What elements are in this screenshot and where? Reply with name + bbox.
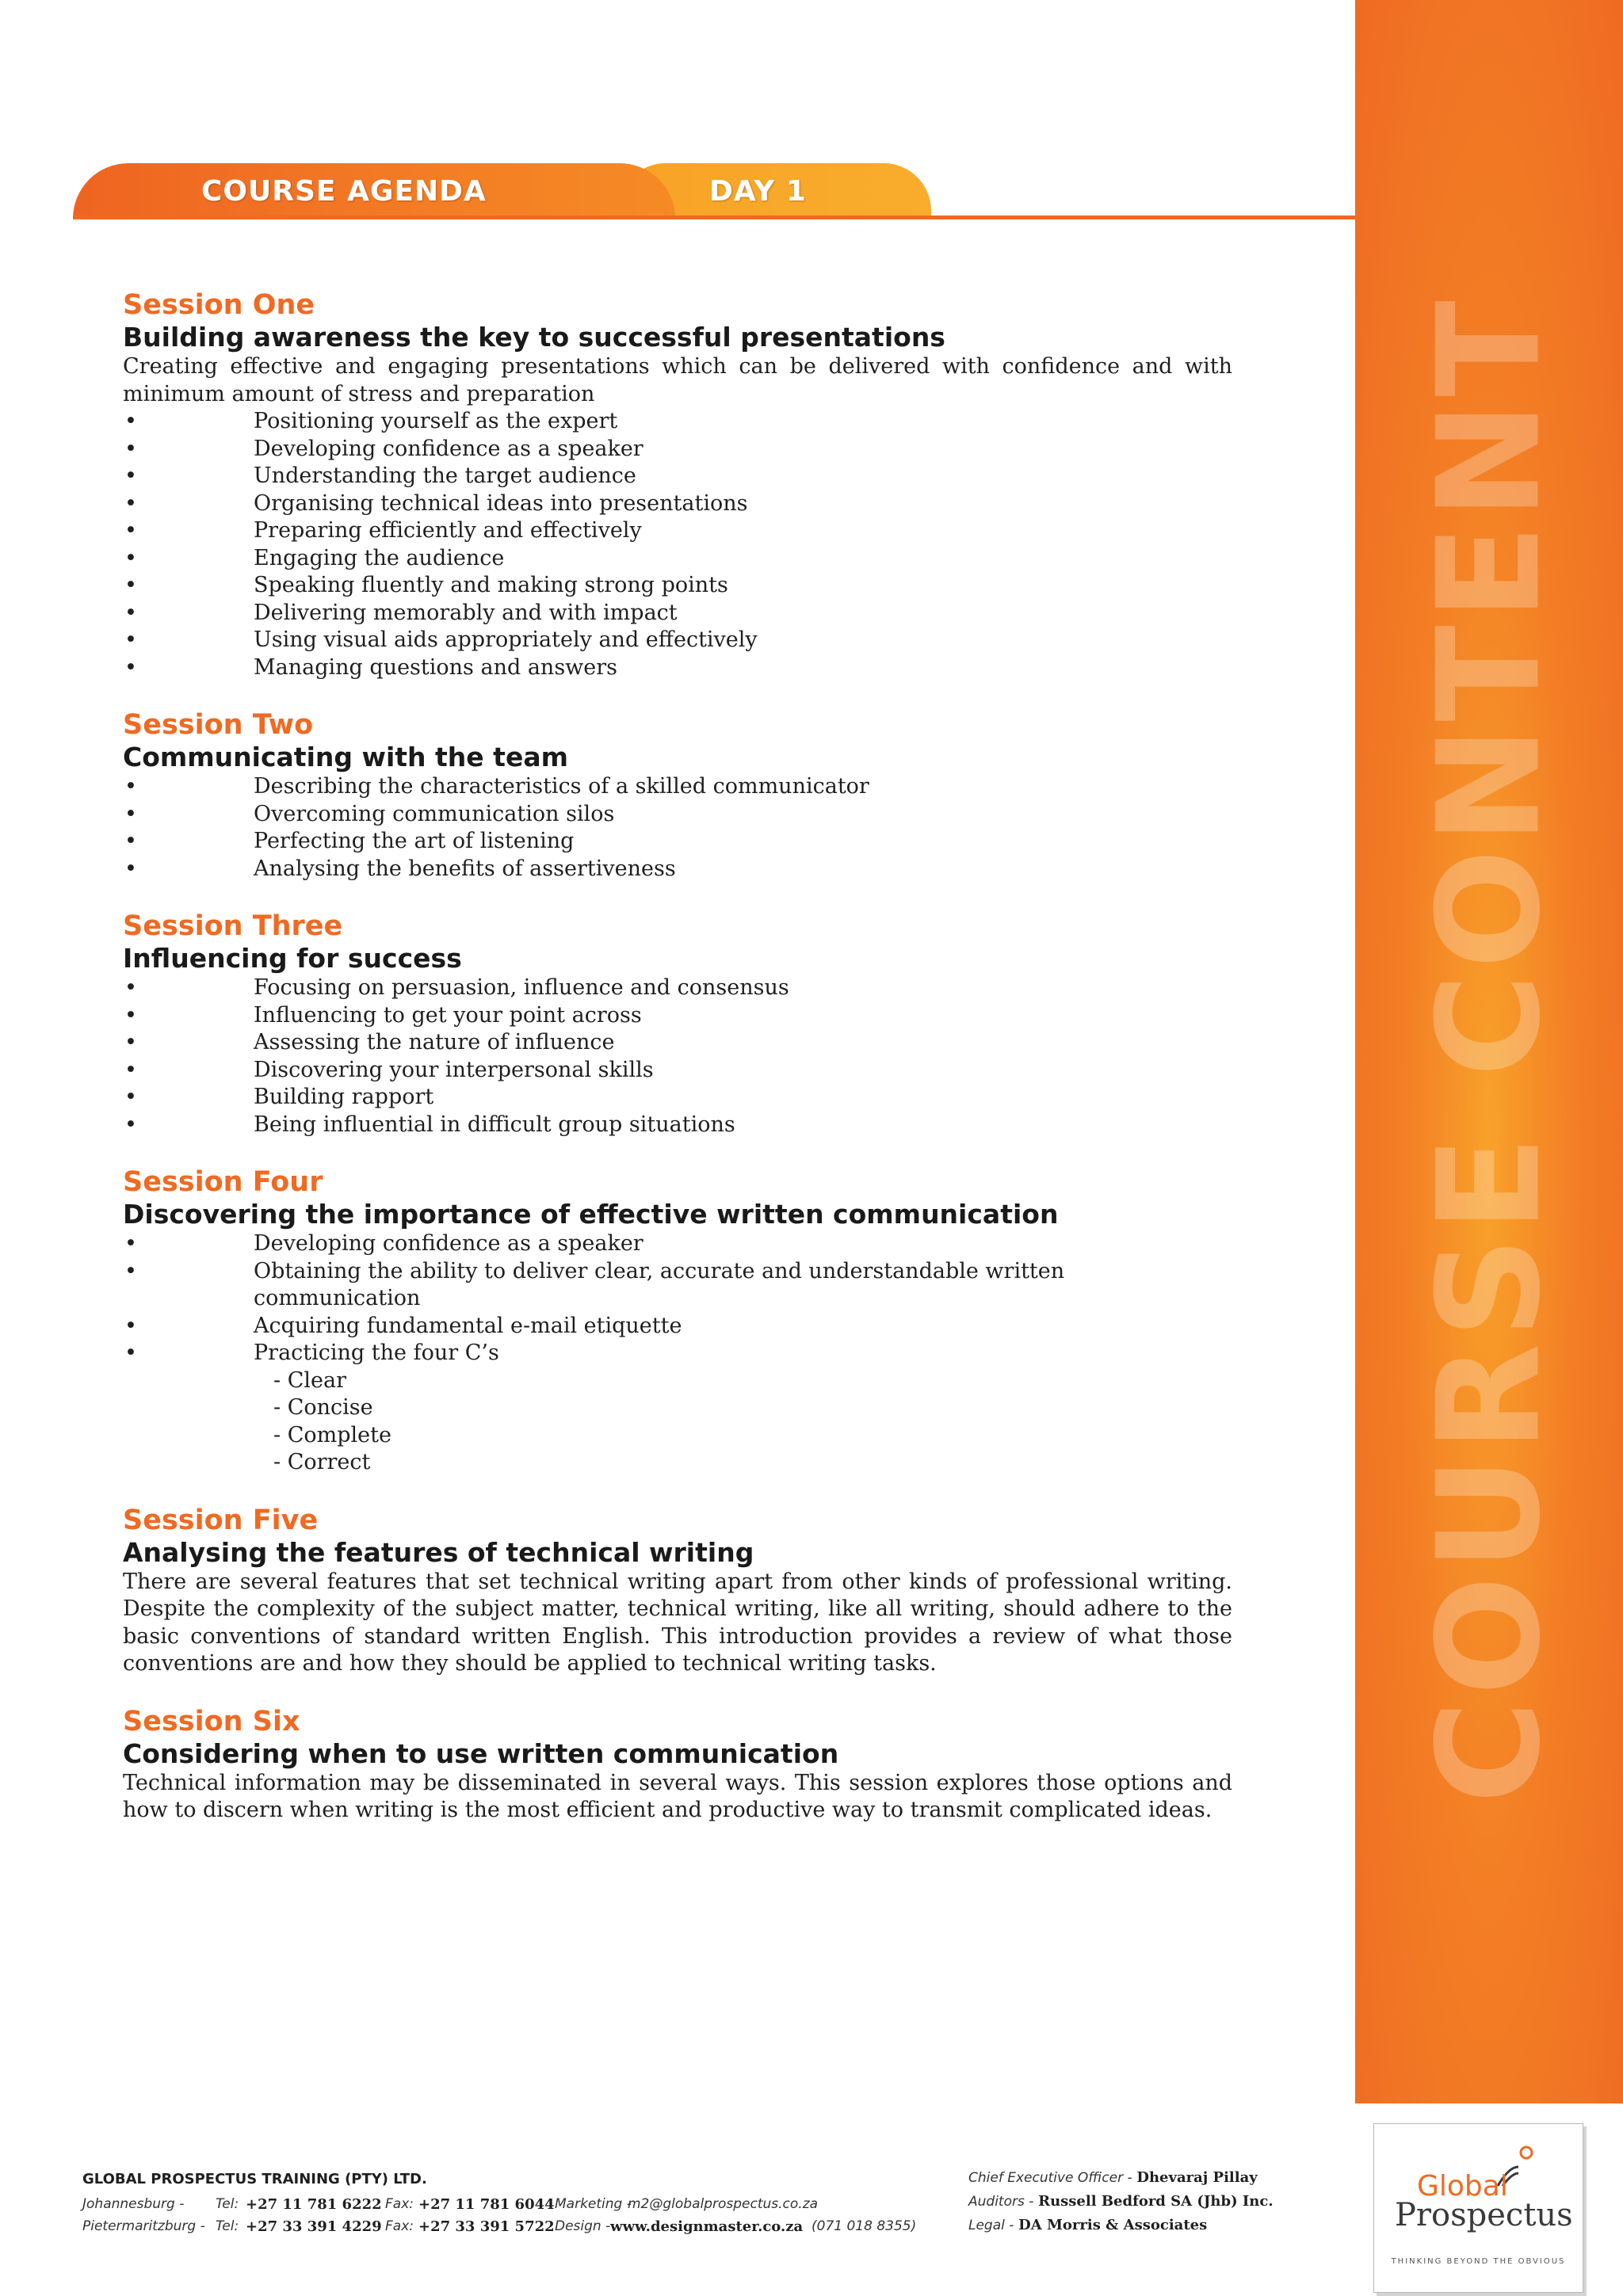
logo-prospectus-text: Prospectus — [1395, 2197, 1573, 2233]
session-subtitle: Influencing for success — [123, 943, 462, 974]
session-two — [123, 708, 1232, 883]
bullet-text: Discovering your interpersonal skills — [254, 1057, 654, 1082]
design-phone: (071 018 8355) — [812, 2218, 917, 2234]
session-one — [123, 288, 1232, 681]
list-item: • Describing the characteristics of a skilled communicator — [124, 774, 869, 799]
bullet-text: Practicing the four C’s — [254, 1341, 499, 1365]
list-item: • Influencing to get your point across — [124, 1002, 642, 1028]
officer-row — [968, 2193, 1274, 2217]
session-subtitle: Communicating with the team — [123, 742, 568, 772]
bullet-text: Developing confidence as a speaker — [254, 436, 643, 461]
bullet-text: Acquiring fundamental e-mail etiquette — [254, 1313, 682, 1338]
session-subtitle: Building awareness the key to successful presentations — [123, 322, 945, 353]
officer-name: Dhevaraj Pillay — [1136, 2169, 1258, 2186]
session-title: Session Four — [123, 1166, 323, 1198]
officer-role: Auditors - — [968, 2194, 1034, 2210]
list-item: • Delivering memorably and with impact — [124, 600, 678, 625]
fax-label: Fax: — [385, 2218, 414, 2234]
day-tab-label: DAY 1 — [709, 175, 807, 208]
bullet-text: Speaking fluently and making strong points — [254, 573, 728, 597]
session-description: There are several features that set technical writing apart from other kinds of professional writing. Despite the complexity of the subject matter, technical writing, like all writing, should adhere to the basic conventions of standard written English. This introduction provides a review of what those conventions are and how they should be applied to technical writing tasks. — [123, 1569, 1232, 1676]
office-city: Pietermaritzburg - — [82, 2218, 205, 2234]
list-item: • Overcoming communication silos — [124, 801, 615, 826]
session-three — [123, 910, 1232, 1138]
session-subtitle: Analysing the features of technical writing — [123, 1536, 754, 1568]
officer-role: Chief Executive Officer - — [968, 2170, 1132, 2186]
list-item: • Being influential in difficult group situations — [124, 1112, 735, 1137]
bullet-text: Understanding the target audience — [254, 463, 636, 488]
session-subtitle: Discovering the importance of effective written communication — [123, 1199, 1059, 1230]
list-item: • Analysing the benefits of assertiveness — [124, 856, 676, 881]
session-title: Session Five — [123, 1504, 319, 1536]
sub-list-item: - Clear — [273, 1367, 346, 1393]
officer-role: Legal - — [968, 2218, 1014, 2233]
four-cs-list — [123, 1367, 1232, 1477]
bullet-text: Delivering memorably and with impact — [254, 600, 678, 625]
design-website[interactable]: www.designmaster.co.za — [610, 2218, 804, 2235]
session-five — [123, 1504, 1232, 1678]
course-agenda-tab — [73, 163, 675, 219]
fax-number: +27 11 781 6044 — [418, 2196, 555, 2213]
session-six — [123, 1705, 1232, 1825]
list-item: • Understanding the target audience — [124, 463, 636, 488]
list-item: • Positioning yourself as the expert — [124, 409, 618, 433]
session-title: Session One — [123, 289, 315, 321]
session-description: Technical information may be disseminated in several ways. This session explores those options and how to discern when writing is the most efficient and productive way to transmit complicated ideas. — [123, 1770, 1232, 1822]
session-title: Session Two — [123, 709, 314, 741]
tel-label: Tel: — [216, 2218, 239, 2234]
bullet-text: Influencing to get your point across — [254, 1002, 642, 1028]
tel-number: +27 11 781 6222 — [246, 2196, 382, 2213]
sub-list-item: - Correct — [273, 1450, 371, 1474]
tel-number: +27 33 391 4229 — [246, 2218, 382, 2235]
global-prospectus-logo — [1373, 2123, 1583, 2293]
side-band-title: COURSE CONTENT — [1407, 296, 1571, 1804]
session-bullets — [123, 408, 1232, 681]
session-four — [123, 1165, 1232, 1477]
officer-name: DA Morris & Associates — [1018, 2217, 1208, 2233]
list-item: • Obtaining the ability to deliver clear, accurate and understandable written communication — [124, 1258, 1065, 1310]
sub-list-item: - Concise — [273, 1395, 373, 1420]
sub-list-item: - Complete — [273, 1422, 391, 1447]
session-title: Session Three — [123, 910, 343, 942]
session-title: Session Six — [123, 1705, 300, 1737]
list-item: • Developing confidence as a speaker — [124, 1231, 643, 1256]
bullet-text: Being influential in difficult group situations — [254, 1112, 735, 1137]
list-item: • Acquiring fundamental e-mail etiquette — [124, 1313, 682, 1338]
session-bullets — [123, 773, 1232, 883]
side-band — [1355, 0, 1623, 2103]
bullet-text: Focusing on persuasion, influence and consensus — [254, 975, 789, 1000]
bullet-text: Managing questions and answers — [254, 654, 618, 680]
session-bullets — [123, 974, 1232, 1138]
marketing-email[interactable]: m2@globalprospectus.co.za — [628, 2196, 819, 2212]
session-subtitle: Considering when to use written communication — [123, 1737, 839, 1769]
list-item: • Focusing on persuasion, influence and consensus — [124, 975, 789, 1000]
list-item: • Using visual aids appropriately and effectively — [124, 627, 758, 652]
list-item: • Perfecting the art of listening — [124, 829, 575, 853]
officer-row — [968, 2169, 1274, 2193]
officers-block — [968, 2169, 1274, 2241]
bullet-text: Engaging the audience — [254, 545, 505, 570]
list-item: • Speaking fluently and making strong points — [124, 573, 728, 597]
bullet-text: Organising technical ideas into presentations — [254, 490, 748, 516]
tel-label: Tel: — [216, 2196, 239, 2212]
list-item: • Organising technical ideas into presentations — [124, 490, 748, 516]
bullet-text: Describing the characteristics of a skilled communicator — [254, 774, 869, 799]
agenda-content — [123, 288, 1232, 1852]
list-item: • Engaging the audience — [124, 545, 505, 570]
list-item: • Preparing efficiently and effectively — [124, 518, 642, 543]
bullet-text: Overcoming communication silos — [254, 801, 615, 826]
marketing-label: Marketing - — [555, 2196, 632, 2212]
design-label: Design - — [555, 2218, 611, 2234]
bullet-text: Obtaining the ability to deliver clear, accurate and understandable written communication — [254, 1258, 1065, 1310]
bullet-text: Preparing efficiently and effectively — [254, 518, 642, 543]
fax-number: +27 33 391 5722 — [418, 2218, 555, 2235]
list-item: • Developing confidence as a speaker — [124, 436, 643, 461]
list-item: • Managing questions and answers — [124, 654, 618, 680]
logo-tagline: THINKING BEYOND THE OBVIOUS — [1391, 2257, 1566, 2266]
bullet-text: Developing confidence as a speaker — [254, 1231, 643, 1256]
bullet-text: Building rapport — [254, 1085, 434, 1109]
office-city: Johannesburg - — [82, 2196, 185, 2212]
list-item: • Building rapport — [124, 1085, 434, 1109]
bullet-text: Perfecting the art of listening — [254, 829, 575, 853]
session-description: Creating effective and engaging presentations which can be delivered with confidence and with minimum amount of stress and preparation — [123, 354, 1232, 406]
logo-global-text: Global — [1417, 2170, 1508, 2203]
footer-company-name: GLOBAL PROSPECTUS TRAINING (PTY) LTD. — [82, 2171, 427, 2187]
bullet-text: Using visual aids appropriately and effectively — [254, 627, 758, 652]
bullet-text: Assessing the nature of influence — [254, 1030, 615, 1055]
bullet-text: Analysing the benefits of assertiveness — [254, 856, 676, 881]
course-agenda-label: COURSE AGENDA — [201, 175, 487, 208]
session-bullets — [123, 1230, 1232, 1367]
header-divider — [73, 215, 1355, 219]
officer-name: Russell Bedford SA (Jhb) Inc. — [1038, 2193, 1274, 2210]
list-item: • Discovering your interpersonal skills — [124, 1057, 654, 1082]
fax-label: Fax: — [385, 2196, 414, 2212]
bullet-text: Positioning yourself as the expert — [254, 409, 618, 433]
list-item: • Assessing the nature of influence — [124, 1030, 615, 1055]
officer-row — [968, 2217, 1274, 2241]
list-item: • Practicing the four C’s — [124, 1341, 499, 1365]
